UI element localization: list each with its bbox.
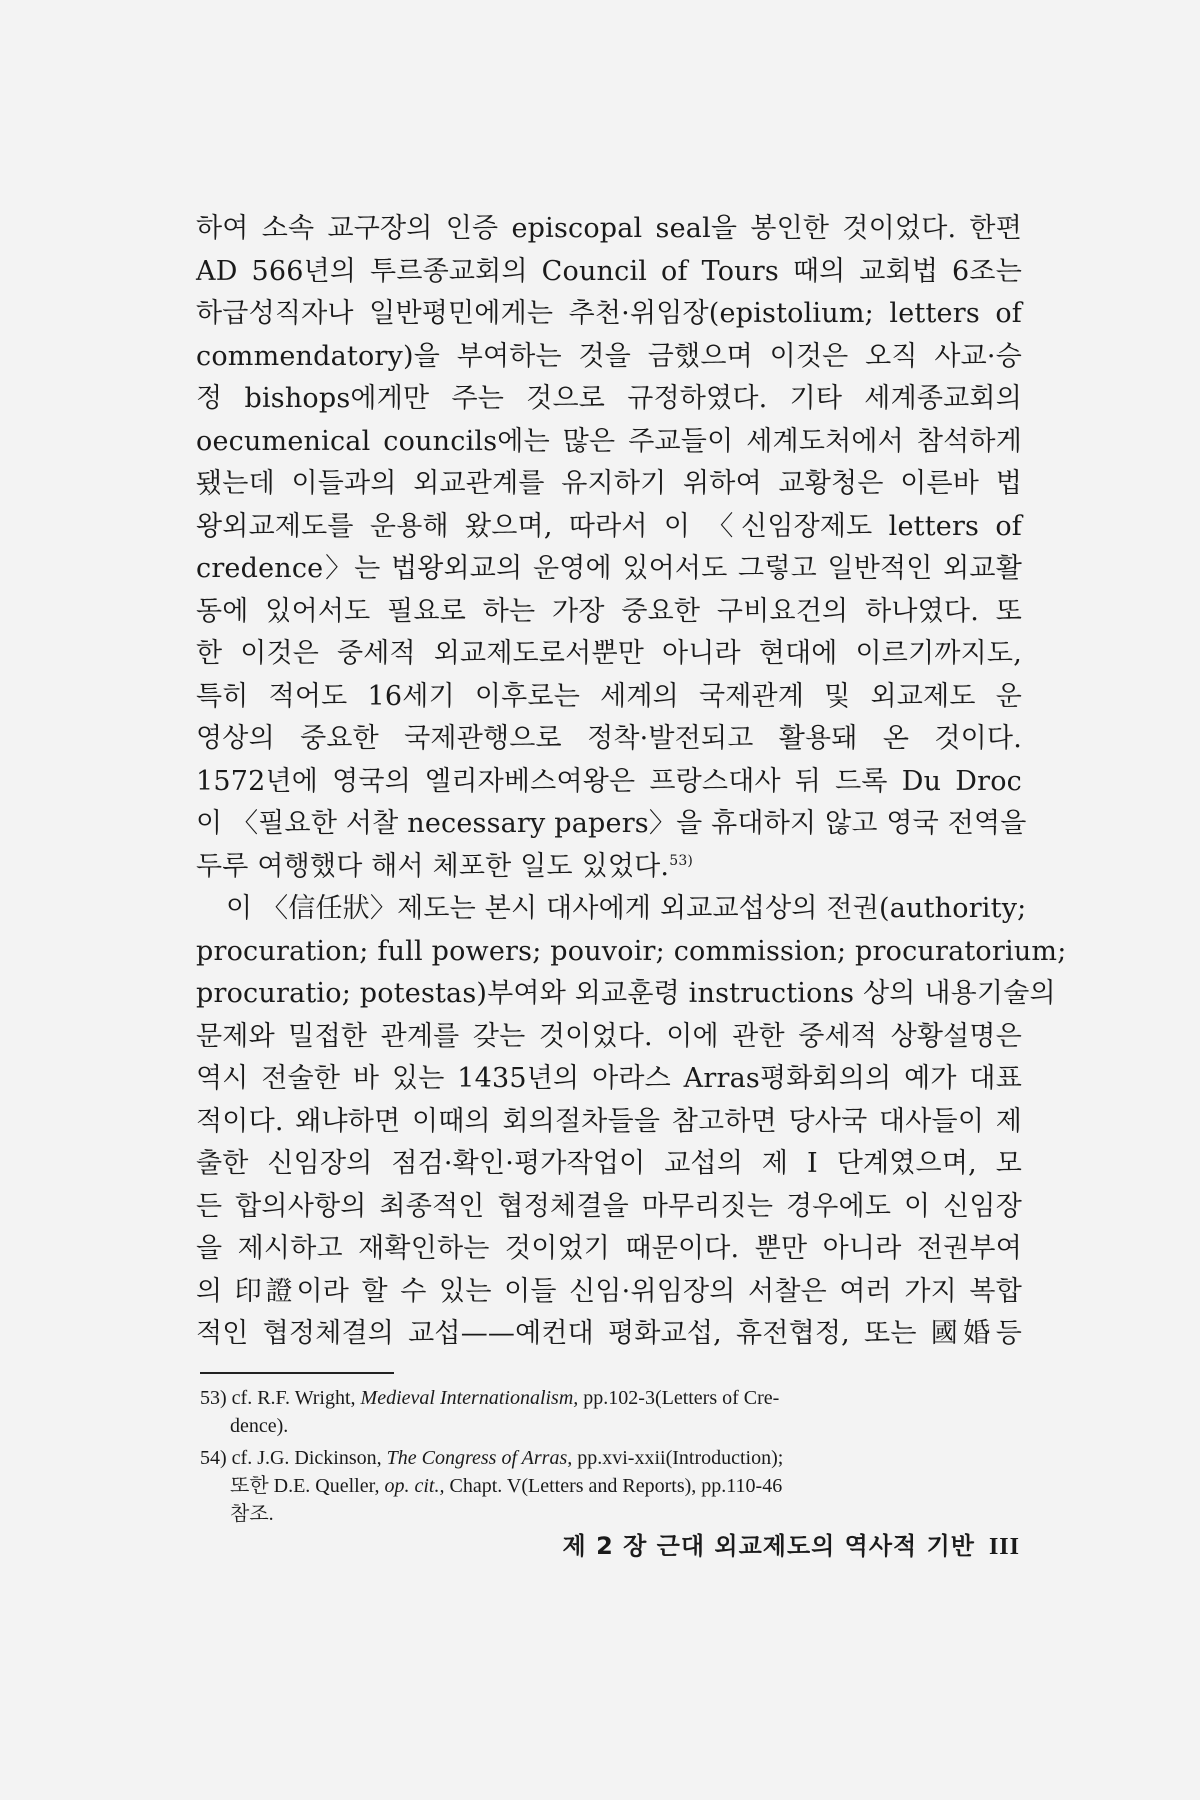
op-cit: op. cit.,	[384, 1475, 445, 1497]
text-line: credence〉는 법왕외교의 운영에 있어서도 그렇고 일반적인 외교활	[196, 553, 1022, 584]
text-line: 하급성직자나 일반평민에게는 추천·위임장(epistolium; letters of	[196, 298, 1022, 329]
text-line: 왕외교제도를 운용해 왔으며, 따라서 이 〈신임장제도 letters of	[196, 510, 1022, 542]
text-line: commendatory)을 부여하는 것을 금했으며 이것은 오직 사교·승	[196, 340, 1022, 372]
footnote-ref-53: 53)	[669, 852, 694, 869]
footnote-54-line	[200, 1444, 1022, 1472]
main-text	[196, 208, 1067, 1356]
footnote-text: 또한 D.E. Queller,	[230, 1475, 385, 1497]
text-line-with-footnote-ref	[196, 846, 1022, 889]
paragraph-2-line: 든 합의사항의 최종적인 협정체결을 마무리짓는 경우에도 이 신임장	[196, 1190, 1022, 1222]
footnote-53	[200, 1384, 1022, 1440]
text-line: 두루 여행했다 해서 체포한 일도 있었다.	[196, 850, 670, 882]
text-line: 한 이것은 중세적 외교제도로서뿐만 아니라 현대에 이르기까지도,	[196, 638, 1022, 669]
footnote-text: Chapt. V(Letters and Reports), pp.110-46	[444, 1475, 783, 1497]
footnote-text: pp.xvi-xxii(Introduction);	[572, 1447, 784, 1469]
paragraph-2-line: procuratio; potestas)부여와 외교훈령 instructions 상의 내용기술의	[196, 978, 1056, 1009]
text-line: 영상의 중요한 국제관행으로 정착·발전되고 활용돼 온 것이다.	[196, 723, 1022, 754]
text-line: 하여 소속 교구장의 인증 episcopal seal을 봉인한 것이었다. 한편	[196, 213, 1022, 244]
text-line: AD 566년의 투르종교회의 Council of Tours 때의 교회법 6조는	[196, 255, 1022, 287]
paragraph-2-line: 을 제시하고 재확인하는 것이었기 때문이다. 뿐만 아니라 전권부여	[196, 1233, 1022, 1264]
footnotes	[200, 1384, 1022, 1532]
footnote-text: 54) cf. J.G. Dickinson,	[200, 1447, 387, 1469]
running-footer	[500, 1526, 1020, 1561]
footnote-54	[200, 1444, 1022, 1528]
footnote-text: pp.102-3(Letters of Cre-	[578, 1387, 780, 1409]
text-line: 이 〈필요한 서찰 necessary papers〉을 휴대하지 않고 영국 전역을	[196, 808, 1027, 839]
paragraph-2-line: 역시 전술한 바 있는 1435년의 아라스 Arras평화회의의 예가 대표	[196, 1063, 1022, 1094]
footnote-53-line	[200, 1384, 1022, 1412]
footnote-text: 참조.	[230, 1503, 274, 1525]
text-line: 됐는데 이들과의 외교관계를 유지하기 위하여 교황청은 이른바 법	[196, 468, 1022, 499]
page-number: III	[988, 1534, 1020, 1560]
text-line: 1572년에 영국의 엘리자베스여왕은 프랑스대사 뒤 드록 Du Droc	[196, 765, 1022, 797]
chapter-title: 제 2 장 근대 외교제도의 역사적 기반	[562, 1532, 975, 1560]
text-line: 특히 적어도 16세기 이후로는 세계의 국제관계 및 외교제도 운	[196, 680, 1022, 712]
paragraph-2-line: 적이다. 왜냐하면 이때의 회의절차들을 참고하면 당사국 대사들이 제	[196, 1105, 1022, 1137]
text-line: oecumenical councils에는 많은 주교들이 세계도처에서 참석하게	[196, 425, 1022, 457]
footnote-54-line	[200, 1472, 1022, 1500]
footnote-text: dence).	[230, 1415, 289, 1437]
text-line: 정 bishops에게만 주는 것으로 규정하였다. 기타 세계종교회의	[196, 383, 1022, 414]
paragraph-2-line: 문제와 밀접한 관계를 갖는 것이었다. 이에 관한 중세적 상황설명은	[196, 1020, 1022, 1052]
footnote-divider	[200, 1372, 394, 1374]
book-title: The Congress of Arras,	[386, 1447, 573, 1469]
paragraph-2-line: procuration; full powers; pouvoir; commission; procuratorium;	[196, 935, 1067, 967]
text-line: 동에 있어서도 필요로 하는 가장 중요한 구비요건의 하나였다. 또	[196, 595, 1022, 627]
footnote-text: 53) cf. R.F. Wright,	[200, 1387, 361, 1409]
paragraph-2-line: 출한 신임장의 점검·확인·평가작업이 교섭의 제 I 단계였으며, 모	[196, 1148, 1022, 1179]
paragraph-2-line: 적인 협정체결의 교섭——예컨대 평화교섭, 휴전협정, 또는 國婚등	[196, 1318, 1022, 1349]
paragraph-2-line: 의 印證이라 할 수 있는 이들 신임·위임장의 서찰은 여러 가지 복합	[196, 1275, 1022, 1307]
paragraph-2-line: 이 〈信任狀〉제도는 본시 대사에게 외교교섭상의 전권(authority;	[226, 893, 1027, 924]
book-title: Medieval Internationalism,	[360, 1387, 579, 1409]
